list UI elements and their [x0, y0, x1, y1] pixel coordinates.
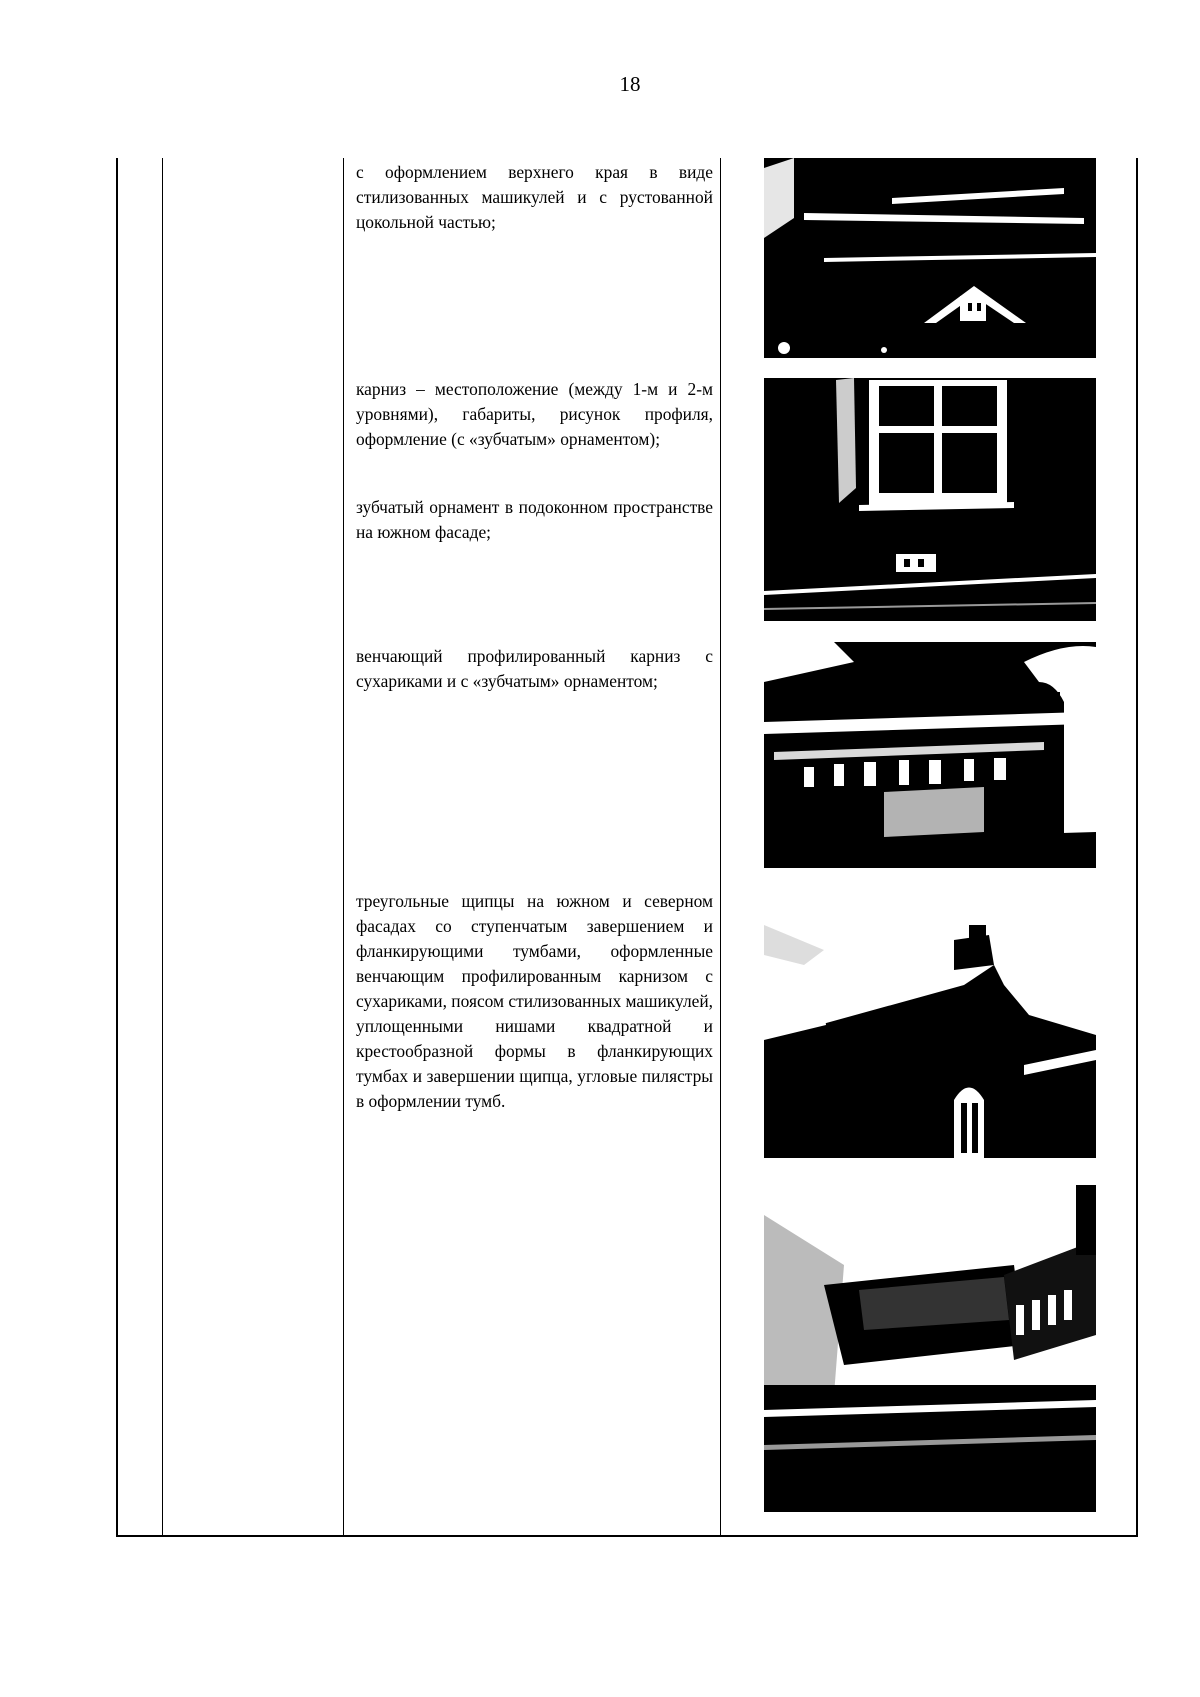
column-divider-3: [720, 158, 721, 1537]
feature-text-cornice: карниз – местоположение (между 1-м и 2-м уровнями), габариты, рисунок профиля, оформление (с «зубчатым» орнаментом);: [356, 379, 713, 449]
page-number: 18: [619, 72, 641, 96]
photo-gable-south: [764, 925, 1096, 1158]
photo-gable-north: [764, 1185, 1096, 1512]
column-divider-1: [162, 158, 163, 1537]
column-divider-2: [343, 158, 344, 1537]
photo-window-cornice: [764, 378, 1096, 621]
feature-text-dentil-ornament: зубчатый орнамент в подоконном пространстве на южном фасаде;: [356, 497, 713, 542]
photo-machicolation-facade: [764, 158, 1096, 358]
feature-text-crowning-cornice: венчающий профилированный карниз с сухариками и с «зубчатым» орнаментом;: [356, 646, 713, 691]
photo-crowning-cornice: [764, 642, 1096, 868]
feature-text-machicolation: с оформлением верхнего края в виде стилизованных машикулей и с рустованной цокольной частью;: [356, 162, 713, 232]
feature-text-gables: треугольные щипцы на южном и северном фасадах со ступенчатым завершением и фланкирующими тумбами, оформленные венчающим профилированным карнизом с сухариками, поясом стилизованных машикулей, уплощенными нишами квадратной и крестообразной формы в фланкирующих тумбах и завершении щипца, угловые пилястры в оформлении тумб.: [356, 891, 713, 1111]
